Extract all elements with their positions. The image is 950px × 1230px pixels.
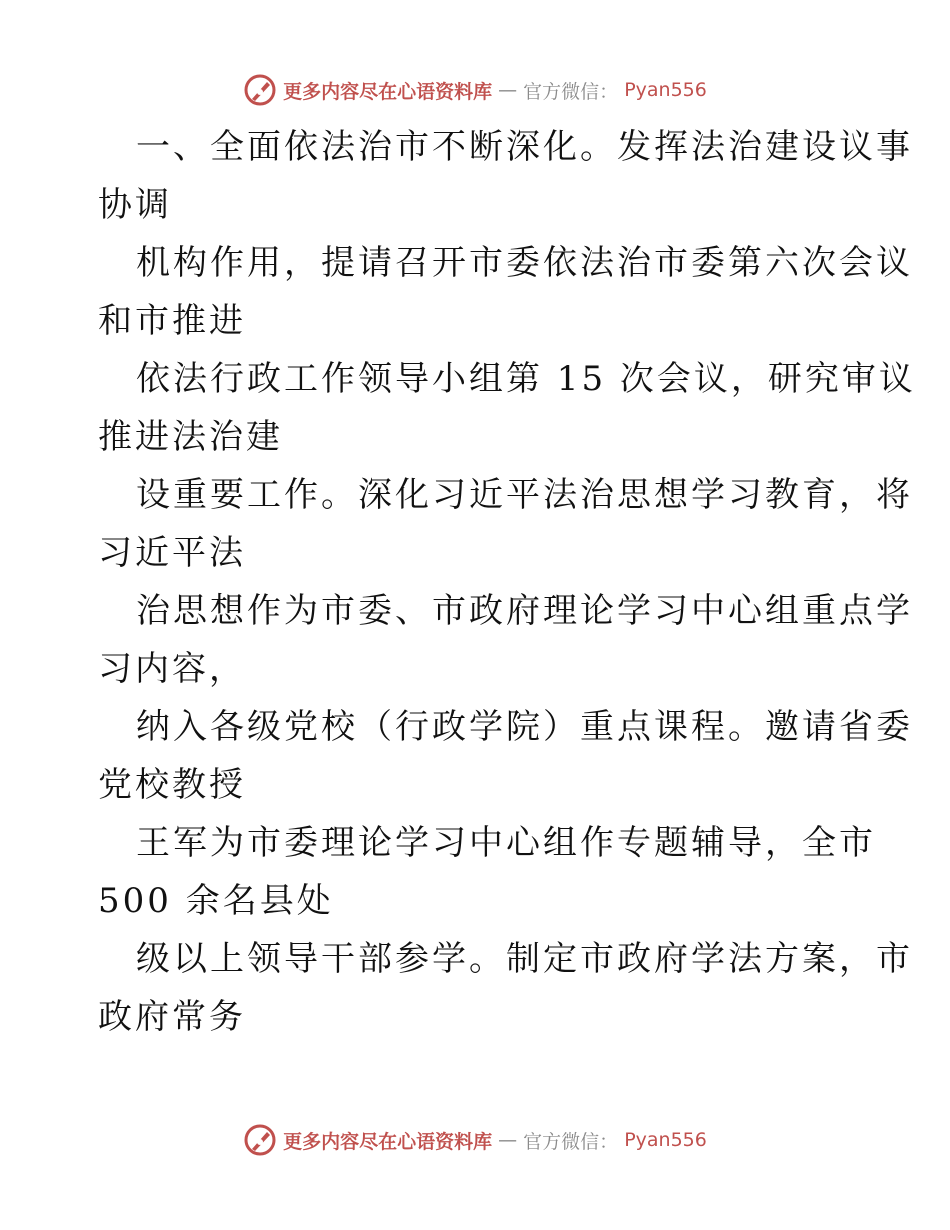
footer-wechat-label: 官方微信： <box>523 1130 619 1153</box>
paragraph-continuation-line: 习内容， <box>98 649 246 689</box>
footer-brand-text: 更多内容尽在心语资料库 <box>283 1130 493 1153</box>
paragraph-line: 级以上领导干部参学。制定市政府学法方案，市 <box>136 939 913 979</box>
header-separator: — <box>498 79 518 101</box>
header-brand-text: 更多内容尽在心语资料库 <box>283 80 493 103</box>
footer-wechat-id: Pyan556 <box>624 1129 707 1151</box>
footer-separator: — <box>498 1129 518 1151</box>
header-banner <box>0 70 950 110</box>
pen-circle-logo-icon <box>243 73 277 107</box>
paragraph-line: 设重要工作。深化习近平法治思想学习教育，将 <box>136 475 913 515</box>
document-body <box>98 118 916 1046</box>
paragraph-line: 治思想作为市委、市政府理论学习中心组重点学 <box>136 591 913 631</box>
header-wechat-label: 官方微信： <box>523 80 619 103</box>
paragraph-line: 王军为市委理论学习中心组作专题辅导，全市 <box>136 823 876 863</box>
footer-banner <box>0 1120 950 1160</box>
paragraph-continuation-line: 政府常务 <box>98 997 246 1037</box>
paragraph-line: 一、全面依法治市不断深化。发挥法治建设议事 <box>136 127 913 167</box>
paragraph-continuation-line: 党校教授 <box>98 765 246 805</box>
paragraph-continuation-line: 推进法治建 <box>98 417 283 457</box>
paragraph-line: 依法行政工作领导小组第 15 次会议，研究审议 <box>136 359 916 399</box>
pen-circle-logo-icon <box>243 1123 277 1157</box>
paragraph-continuation-line: 500 余名县处 <box>98 881 334 921</box>
paragraph-line: 机构作用，提请召开市委依法治市委第六次会议 <box>136 243 913 283</box>
paragraph-continuation-line: 和市推进 <box>98 301 246 341</box>
paragraph-continuation-line: 习近平法 <box>98 533 246 573</box>
paragraph-line: 纳入各级党校（行政学院）重点课程。邀请省委 <box>136 707 913 747</box>
paragraph-continuation-line: 协调 <box>98 185 172 225</box>
header-wechat-id: Pyan556 <box>624 79 707 101</box>
